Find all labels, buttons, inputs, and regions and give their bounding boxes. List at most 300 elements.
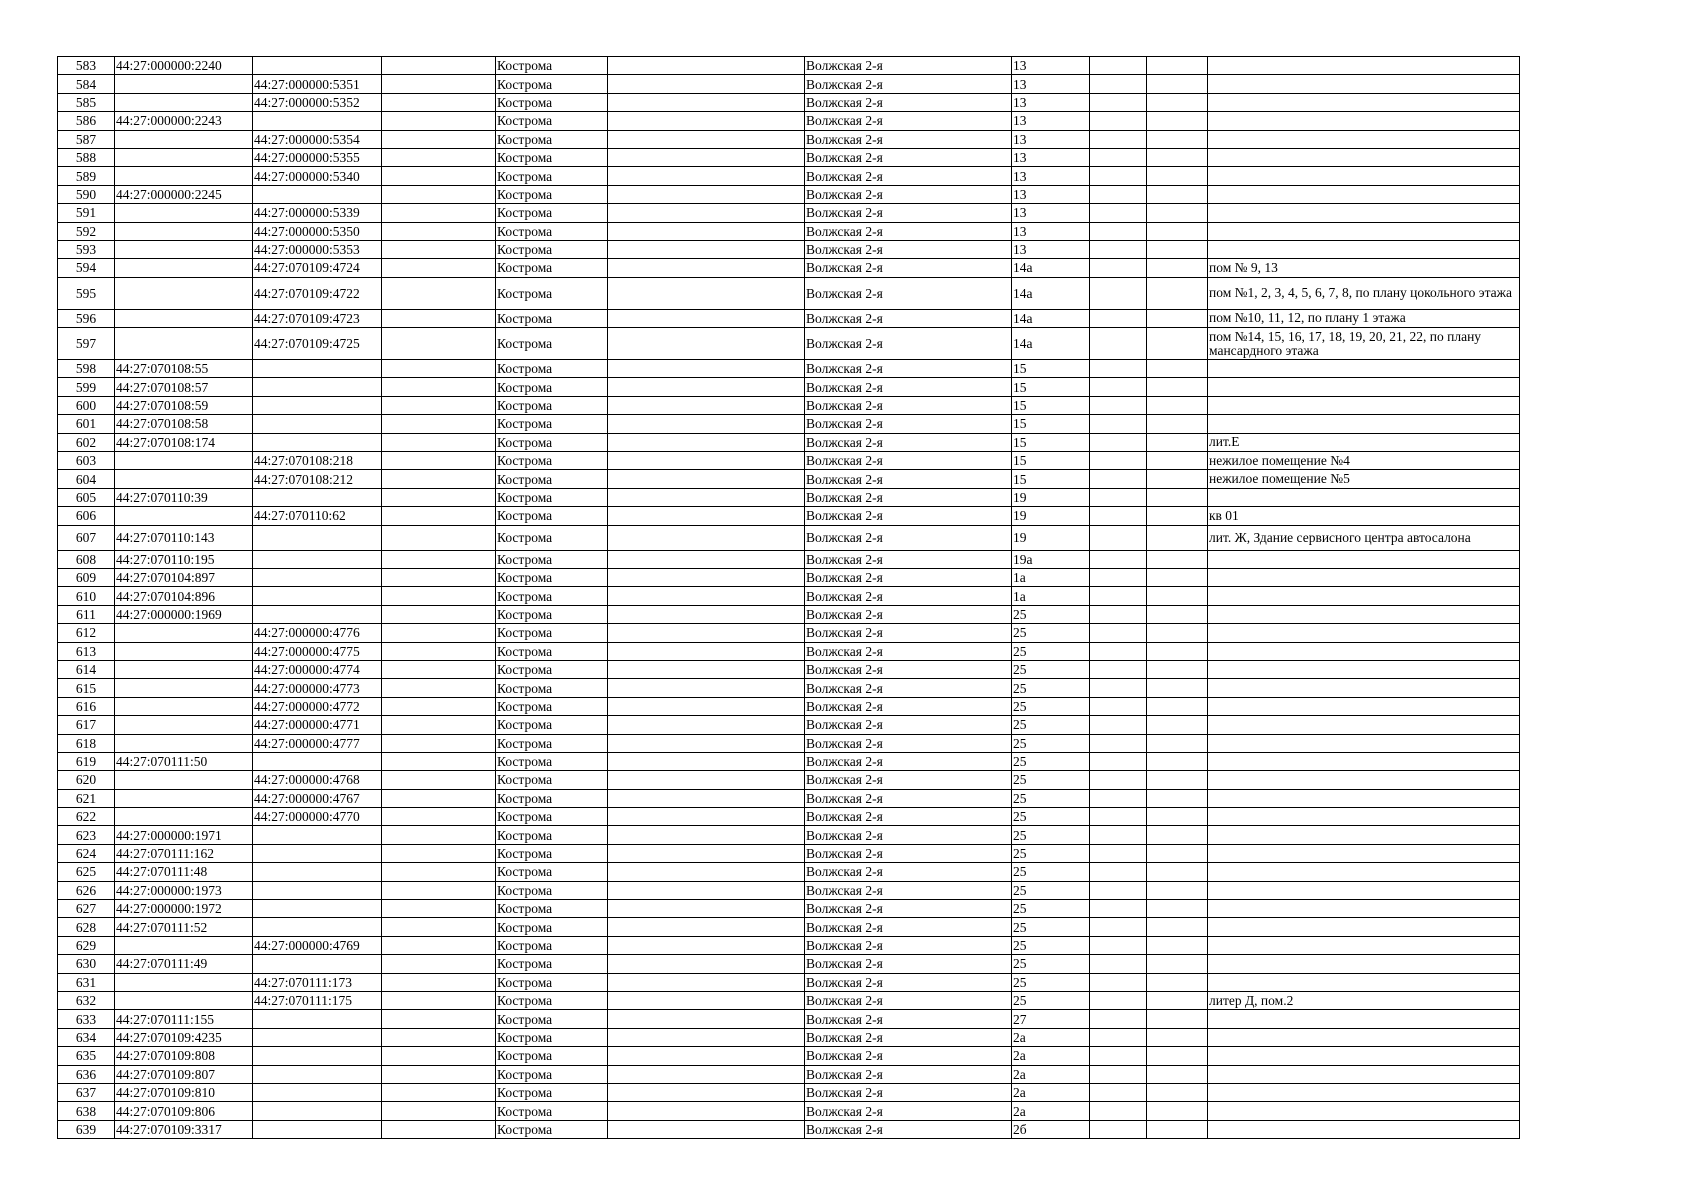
cadastral-number-land <box>115 259 253 277</box>
empty-cell <box>382 452 496 470</box>
table-row <box>58 259 1520 277</box>
cadastral-number-land <box>115 642 253 660</box>
cadastral-number-land: 44:27:070109:806 <box>115 1102 253 1120</box>
row-number: 628 <box>58 918 115 936</box>
row-number: 604 <box>58 470 115 488</box>
empty-cell <box>1147 378 1208 396</box>
house-number: 14а <box>1012 259 1090 277</box>
cadastral-number-land: 44:27:000000:1973 <box>115 881 253 899</box>
empty-cell <box>1147 204 1208 222</box>
empty-cell <box>1090 587 1147 605</box>
empty-cell <box>608 309 805 327</box>
city: Кострома <box>496 360 608 378</box>
house-number: 13 <box>1012 148 1090 166</box>
table-row <box>58 808 1520 826</box>
cadastral-number-object: 44:27:000000:5355 <box>253 148 382 166</box>
cadastral-number-land: 44:27:070109:3317 <box>115 1120 253 1138</box>
house-number: 25 <box>1012 955 1090 973</box>
table-row <box>58 1102 1520 1120</box>
cadastral-number-land <box>115 507 253 525</box>
cadastral-number-land: 44:27:070111:49 <box>115 955 253 973</box>
cadastral-number-land <box>115 470 253 488</box>
street: Волжская 2-я <box>805 378 1012 396</box>
empty-cell <box>382 660 496 678</box>
empty-cell <box>608 660 805 678</box>
note <box>1208 568 1520 586</box>
table-row <box>58 973 1520 991</box>
table-row <box>58 955 1520 973</box>
house-number: 13 <box>1012 240 1090 258</box>
row-number: 603 <box>58 452 115 470</box>
row-number: 612 <box>58 624 115 642</box>
city: Кострома <box>496 93 608 111</box>
empty-cell <box>382 1102 496 1120</box>
empty-cell <box>1147 771 1208 789</box>
empty-cell <box>1090 1028 1147 1046</box>
empty-cell <box>608 679 805 697</box>
empty-cell <box>1147 57 1208 75</box>
house-number: 25 <box>1012 771 1090 789</box>
city: Кострома <box>496 1028 608 1046</box>
empty-cell <box>382 1010 496 1028</box>
cadastral-number-object <box>253 1102 382 1120</box>
empty-cell <box>382 826 496 844</box>
note <box>1208 1010 1520 1028</box>
note <box>1208 75 1520 93</box>
city: Кострома <box>496 660 608 678</box>
empty-cell <box>1147 360 1208 378</box>
empty-cell <box>1147 863 1208 881</box>
row-number: 608 <box>58 550 115 568</box>
empty-cell <box>1090 734 1147 752</box>
empty-cell <box>1147 918 1208 936</box>
empty-cell <box>1090 75 1147 93</box>
city: Кострома <box>496 605 608 623</box>
city: Кострома <box>496 568 608 586</box>
city: Кострома <box>496 309 608 327</box>
table-row <box>58 525 1520 550</box>
cadastral-number-object <box>253 752 382 770</box>
empty-cell <box>1147 734 1208 752</box>
table-row <box>58 309 1520 327</box>
empty-cell <box>382 277 496 309</box>
empty-cell <box>1147 550 1208 568</box>
empty-cell <box>382 1065 496 1083</box>
empty-cell <box>382 396 496 414</box>
street: Волжская 2-я <box>805 624 1012 642</box>
table-row <box>58 642 1520 660</box>
empty-cell <box>382 328 496 360</box>
row-number: 625 <box>58 863 115 881</box>
note <box>1208 488 1520 506</box>
city: Кострома <box>496 844 608 862</box>
city: Кострома <box>496 752 608 770</box>
city: Кострома <box>496 771 608 789</box>
house-number: 25 <box>1012 918 1090 936</box>
empty-cell <box>608 734 805 752</box>
empty-cell <box>1090 130 1147 148</box>
house-number: 25 <box>1012 826 1090 844</box>
cadastral-number-land: 44:27:070110:195 <box>115 550 253 568</box>
row-number: 599 <box>58 378 115 396</box>
house-number: 13 <box>1012 93 1090 111</box>
house-number: 13 <box>1012 204 1090 222</box>
street: Волжская 2-я <box>805 507 1012 525</box>
house-number: 19 <box>1012 507 1090 525</box>
empty-cell <box>608 57 805 75</box>
row-number: 622 <box>58 808 115 826</box>
empty-cell <box>608 789 805 807</box>
house-number: 2а <box>1012 1102 1090 1120</box>
empty-cell <box>1090 507 1147 525</box>
table-row <box>58 771 1520 789</box>
empty-cell <box>1090 277 1147 309</box>
cadastral-number-land: 44:27:000000:1971 <box>115 826 253 844</box>
empty-cell <box>382 642 496 660</box>
street: Волжская 2-я <box>805 277 1012 309</box>
cadastral-number-land <box>115 716 253 734</box>
street: Волжская 2-я <box>805 75 1012 93</box>
house-number: 25 <box>1012 863 1090 881</box>
table-row <box>58 185 1520 203</box>
note <box>1208 808 1520 826</box>
note <box>1208 1028 1520 1046</box>
empty-cell <box>382 93 496 111</box>
table-row <box>58 488 1520 506</box>
city: Кострома <box>496 57 608 75</box>
empty-cell <box>1090 1083 1147 1101</box>
empty-cell <box>382 1083 496 1101</box>
note <box>1208 112 1520 130</box>
empty-cell <box>382 185 496 203</box>
empty-cell <box>1147 716 1208 734</box>
empty-cell <box>1090 771 1147 789</box>
row-number: 607 <box>58 525 115 550</box>
cadastral-number-object: 44:27:000000:4776 <box>253 624 382 642</box>
table-row <box>58 433 1520 451</box>
house-number: 2а <box>1012 1028 1090 1046</box>
empty-cell <box>608 148 805 166</box>
empty-cell <box>1147 697 1208 715</box>
street: Волжская 2-я <box>805 752 1012 770</box>
empty-cell <box>382 973 496 991</box>
empty-cell <box>382 624 496 642</box>
cadastral-number-land <box>115 328 253 360</box>
empty-cell <box>1147 1028 1208 1046</box>
empty-cell <box>1147 605 1208 623</box>
house-number: 14а <box>1012 328 1090 360</box>
table-row <box>58 881 1520 899</box>
empty-cell <box>608 1065 805 1083</box>
empty-cell <box>382 204 496 222</box>
city: Кострома <box>496 734 608 752</box>
cadastral-number-land: 44:27:000000:1969 <box>115 605 253 623</box>
cadastral-number-object <box>253 415 382 433</box>
empty-cell <box>608 277 805 309</box>
cadastral-number-land <box>115 991 253 1009</box>
cadastral-number-land <box>115 808 253 826</box>
house-number: 2а <box>1012 1083 1090 1101</box>
note <box>1208 587 1520 605</box>
cadastral-number-object <box>253 1065 382 1083</box>
table-row <box>58 167 1520 185</box>
house-number: 25 <box>1012 973 1090 991</box>
street: Волжская 2-я <box>805 470 1012 488</box>
empty-cell <box>608 550 805 568</box>
table-row <box>58 1047 1520 1065</box>
row-number: 591 <box>58 204 115 222</box>
note <box>1208 360 1520 378</box>
street: Волжская 2-я <box>805 93 1012 111</box>
empty-cell <box>382 525 496 550</box>
table-row <box>58 75 1520 93</box>
table-row <box>58 378 1520 396</box>
empty-cell <box>1090 1120 1147 1138</box>
empty-cell <box>382 550 496 568</box>
row-number: 609 <box>58 568 115 586</box>
street: Волжская 2-я <box>805 112 1012 130</box>
empty-cell <box>1090 328 1147 360</box>
row-number: 617 <box>58 716 115 734</box>
city: Кострома <box>496 642 608 660</box>
cadastral-number-land <box>115 973 253 991</box>
house-number: 25 <box>1012 991 1090 1009</box>
empty-cell <box>1090 789 1147 807</box>
house-number: 2а <box>1012 1047 1090 1065</box>
cadastral-number-land: 44:27:070111:52 <box>115 918 253 936</box>
city: Кострома <box>496 1065 608 1083</box>
empty-cell <box>1147 488 1208 506</box>
empty-cell <box>382 605 496 623</box>
empty-cell <box>382 568 496 586</box>
cadastral-number-object: 44:27:000000:4774 <box>253 660 382 678</box>
house-number: 19а <box>1012 550 1090 568</box>
note <box>1208 222 1520 240</box>
empty-cell <box>608 1028 805 1046</box>
cadastral-number-object <box>253 568 382 586</box>
empty-cell <box>1090 863 1147 881</box>
city: Кострома <box>496 507 608 525</box>
table-row <box>58 991 1520 1009</box>
cadastral-number-land: 44:27:070111:50 <box>115 752 253 770</box>
note <box>1208 204 1520 222</box>
cadastral-number-land <box>115 148 253 166</box>
note <box>1208 752 1520 770</box>
street: Волжская 2-я <box>805 900 1012 918</box>
street: Волжская 2-я <box>805 259 1012 277</box>
house-number: 15 <box>1012 452 1090 470</box>
city: Кострома <box>496 716 608 734</box>
empty-cell <box>1147 167 1208 185</box>
cadastral-number-land <box>115 75 253 93</box>
empty-cell <box>1090 148 1147 166</box>
row-number: 635 <box>58 1047 115 1065</box>
table-row <box>58 57 1520 75</box>
row-number: 618 <box>58 734 115 752</box>
empty-cell <box>1147 259 1208 277</box>
table-row <box>58 470 1520 488</box>
table-row <box>58 863 1520 881</box>
empty-cell <box>608 697 805 715</box>
cadastral-number-object <box>253 1010 382 1028</box>
row-number: 594 <box>58 259 115 277</box>
cadastral-number-object: 44:27:070108:218 <box>253 452 382 470</box>
city: Кострома <box>496 679 608 697</box>
cadastral-number-object: 44:27:000000:4771 <box>253 716 382 734</box>
street: Волжская 2-я <box>805 716 1012 734</box>
empty-cell <box>608 808 805 826</box>
cadastral-number-object: 44:27:000000:4769 <box>253 936 382 954</box>
row-number: 584 <box>58 75 115 93</box>
empty-cell <box>382 679 496 697</box>
empty-cell <box>382 936 496 954</box>
city: Кострома <box>496 396 608 414</box>
street: Волжская 2-я <box>805 452 1012 470</box>
empty-cell <box>608 568 805 586</box>
cadastral-number-object: 44:27:000000:4770 <box>253 808 382 826</box>
empty-cell <box>608 605 805 623</box>
note <box>1208 1083 1520 1101</box>
cadastral-number-land: 44:27:000000:2240 <box>115 57 253 75</box>
empty-cell <box>608 470 805 488</box>
empty-cell <box>1090 642 1147 660</box>
city: Кострома <box>496 204 608 222</box>
empty-cell <box>608 716 805 734</box>
empty-cell <box>382 771 496 789</box>
empty-cell <box>1090 716 1147 734</box>
note <box>1208 716 1520 734</box>
empty-cell <box>1147 75 1208 93</box>
empty-cell <box>382 360 496 378</box>
city: Кострома <box>496 624 608 642</box>
table-row <box>58 112 1520 130</box>
table-row <box>58 660 1520 678</box>
table-row <box>58 1083 1520 1101</box>
city: Кострома <box>496 789 608 807</box>
city: Кострома <box>496 75 608 93</box>
empty-cell <box>382 1120 496 1138</box>
note <box>1208 167 1520 185</box>
city: Кострома <box>496 452 608 470</box>
note: литер Д, пом.2 <box>1208 991 1520 1009</box>
table-row <box>58 900 1520 918</box>
row-number: 634 <box>58 1028 115 1046</box>
empty-cell <box>382 881 496 899</box>
row-number: 639 <box>58 1120 115 1138</box>
note <box>1208 918 1520 936</box>
note <box>1208 863 1520 881</box>
empty-cell <box>608 452 805 470</box>
cadastral-number-land <box>115 734 253 752</box>
empty-cell <box>1090 936 1147 954</box>
empty-cell <box>382 697 496 715</box>
row-number: 629 <box>58 936 115 954</box>
cadastral-number-land: 44:27:070109:4235 <box>115 1028 253 1046</box>
row-number: 637 <box>58 1083 115 1101</box>
note <box>1208 185 1520 203</box>
empty-cell <box>1090 605 1147 623</box>
house-number: 25 <box>1012 808 1090 826</box>
empty-cell <box>608 130 805 148</box>
city: Кострома <box>496 185 608 203</box>
cadastral-number-land: 44:27:000000:2243 <box>115 112 253 130</box>
table-row <box>58 587 1520 605</box>
cadastral-number-object <box>253 378 382 396</box>
row-number: 597 <box>58 328 115 360</box>
empty-cell <box>608 222 805 240</box>
note <box>1208 130 1520 148</box>
row-number: 633 <box>58 1010 115 1028</box>
table-row <box>58 148 1520 166</box>
note: лит. Ж, Здание сервисного центра автосалона <box>1208 525 1520 550</box>
row-number: 620 <box>58 771 115 789</box>
empty-cell <box>608 240 805 258</box>
note: лит.Е <box>1208 433 1520 451</box>
cadastral-number-land <box>115 936 253 954</box>
house-number: 19 <box>1012 488 1090 506</box>
note <box>1208 826 1520 844</box>
row-number: 605 <box>58 488 115 506</box>
empty-cell <box>608 955 805 973</box>
empty-cell <box>608 771 805 789</box>
cadastral-number-object: 44:27:070109:4725 <box>253 328 382 360</box>
row-number: 587 <box>58 130 115 148</box>
table-row <box>58 130 1520 148</box>
city: Кострома <box>496 955 608 973</box>
empty-cell <box>382 222 496 240</box>
cadastral-number-object <box>253 844 382 862</box>
street: Волжская 2-я <box>805 204 1012 222</box>
cadastral-number-object: 44:27:000000:5351 <box>253 75 382 93</box>
street: Волжская 2-я <box>805 240 1012 258</box>
note <box>1208 642 1520 660</box>
note <box>1208 771 1520 789</box>
city: Кострома <box>496 277 608 309</box>
city: Кострома <box>496 378 608 396</box>
empty-cell <box>1090 240 1147 258</box>
empty-cell <box>1090 844 1147 862</box>
table-row <box>58 568 1520 586</box>
empty-cell <box>1147 955 1208 973</box>
cadastral-number-land <box>115 222 253 240</box>
empty-cell <box>608 973 805 991</box>
empty-cell <box>1090 360 1147 378</box>
table-row <box>58 222 1520 240</box>
empty-cell <box>1090 378 1147 396</box>
empty-cell <box>1090 167 1147 185</box>
street: Волжская 2-я <box>805 826 1012 844</box>
cadastral-number-object <box>253 918 382 936</box>
row-number: 631 <box>58 973 115 991</box>
house-number: 13 <box>1012 167 1090 185</box>
city: Кострома <box>496 259 608 277</box>
city: Кострома <box>496 525 608 550</box>
house-number: 25 <box>1012 642 1090 660</box>
empty-cell <box>608 259 805 277</box>
row-number: 583 <box>58 57 115 75</box>
row-number: 595 <box>58 277 115 309</box>
empty-cell <box>1090 1102 1147 1120</box>
empty-cell <box>1147 808 1208 826</box>
street: Волжская 2-я <box>805 1047 1012 1065</box>
empty-cell <box>382 433 496 451</box>
city: Кострома <box>496 222 608 240</box>
street: Волжская 2-я <box>805 587 1012 605</box>
note <box>1208 900 1520 918</box>
empty-cell <box>1147 642 1208 660</box>
house-number: 13 <box>1012 57 1090 75</box>
street: Волжская 2-я <box>805 328 1012 360</box>
